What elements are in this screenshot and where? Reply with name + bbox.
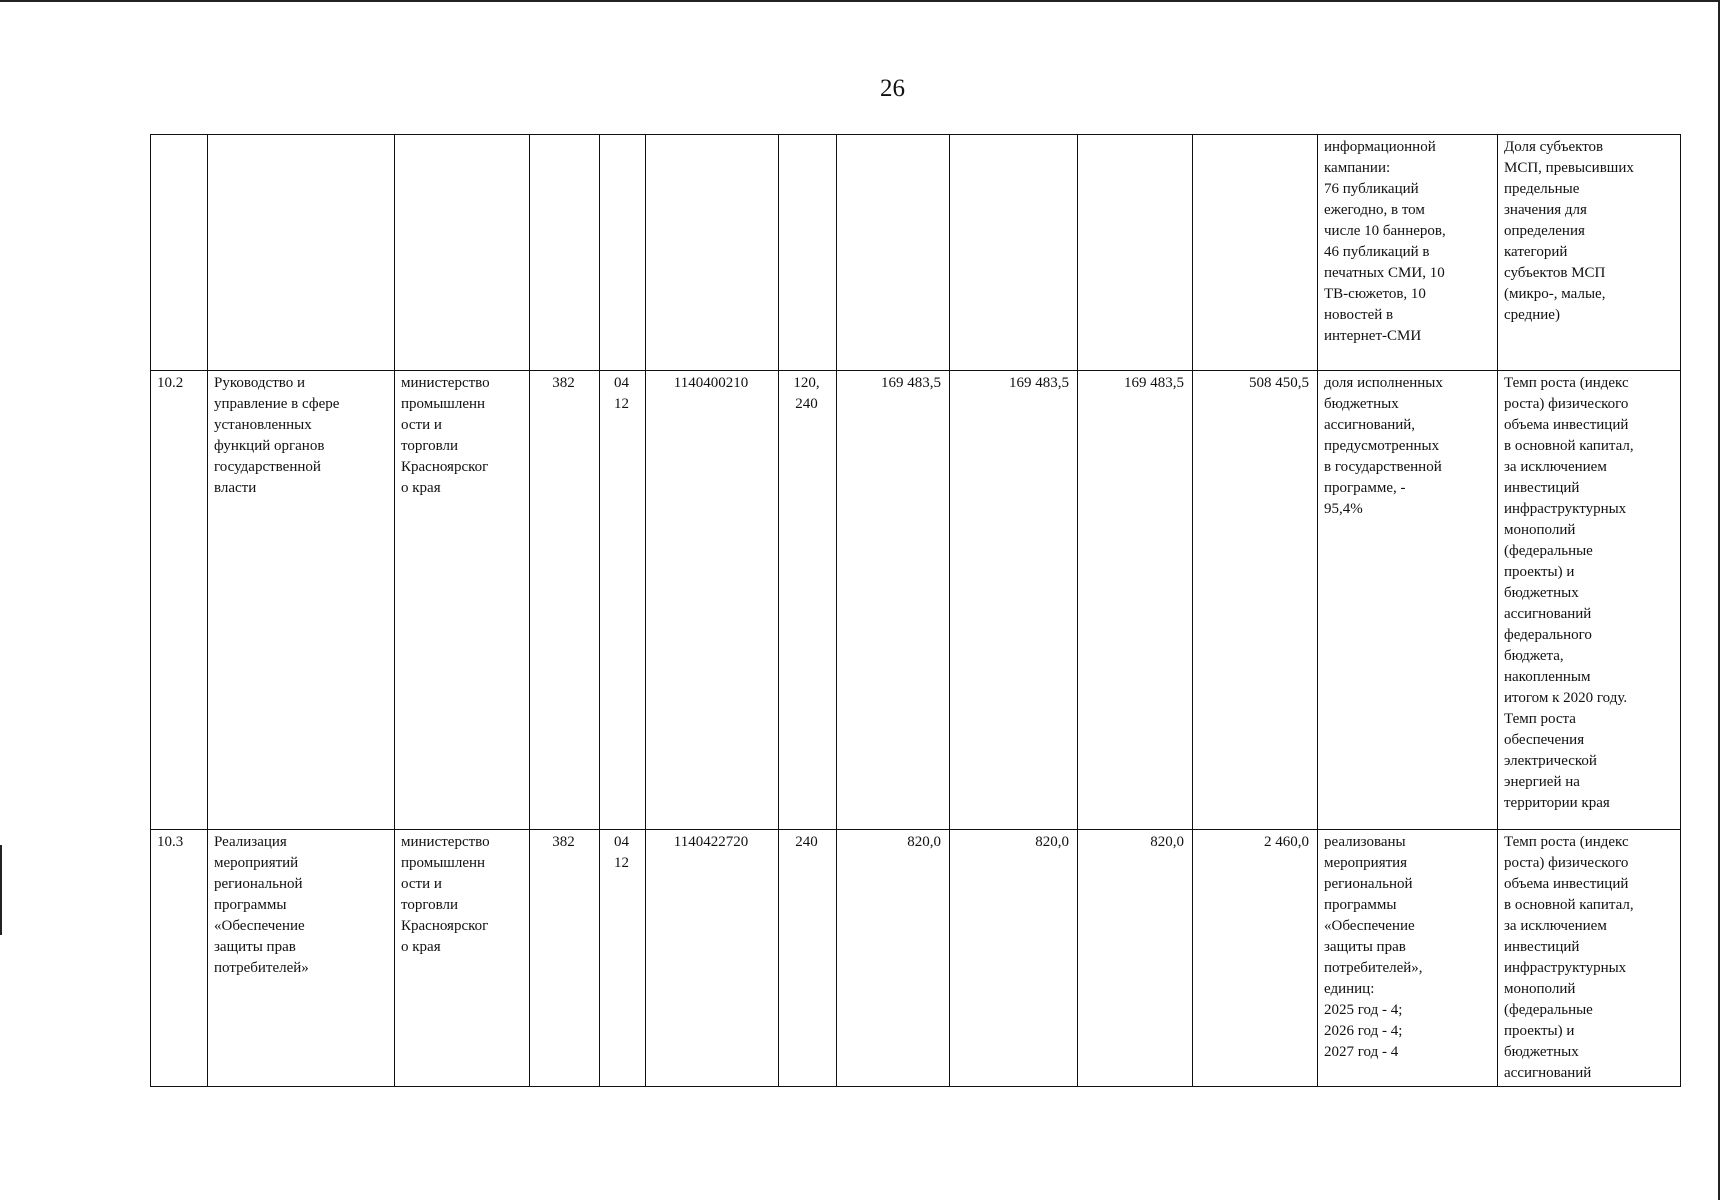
grbs-code bbox=[530, 135, 600, 371]
table-row bbox=[151, 371, 1681, 830]
amount-total: 508 450,5 bbox=[1193, 371, 1318, 830]
page-number: 26 bbox=[880, 75, 905, 102]
row-number bbox=[151, 135, 208, 371]
scan-mark bbox=[0, 845, 2, 935]
amount-2025: 169 483,5 bbox=[837, 371, 950, 830]
executor: министерство промышленн ости и торговли Красноярског о края bbox=[395, 371, 530, 830]
grbs-code: 382 bbox=[530, 830, 600, 1087]
expected-result: реализованы мероприятия региональной программы «Обеспечение защиты прав потребителей», единиц: 2025 год - 4; 2026 год - 4; 2027 год - 4 bbox=[1318, 830, 1498, 1087]
rzpr-code: 04 12 bbox=[600, 371, 646, 830]
vr-code bbox=[779, 135, 837, 371]
activity-name: Реализация мероприятий региональной программы «Обеспечение защиты прав потребителей» bbox=[208, 830, 395, 1087]
amount-2027: 169 483,5 bbox=[1078, 371, 1193, 830]
program-activities-table bbox=[150, 134, 1681, 1087]
csr-code: 1140422720 bbox=[646, 830, 779, 1087]
amount-2026 bbox=[950, 135, 1078, 371]
target-indicator: Темп роста (индекс роста) физического объема инвестиций в основной капитал, за исключением инвестиций инфраструктурных монополий (федеральные проекты) и бюджетных ассигнований федерального бюджета, накопленным итогом к 2020 году. Темп роста обеспечения электрической энергией на территории края bbox=[1498, 371, 1681, 830]
row-number: 10.2 bbox=[151, 371, 208, 830]
amount-2026: 169 483,5 bbox=[950, 371, 1078, 830]
amount-2027: 820,0 bbox=[1078, 830, 1193, 1087]
target-indicator: Доля субъектов МСП, превысивших предельные значения для определения категорий субъектов МСП (микро-, малые, средние) bbox=[1498, 135, 1681, 371]
vr-code: 120, 240 bbox=[779, 371, 837, 830]
table-row bbox=[151, 135, 1681, 371]
csr-code: 1140400210 bbox=[646, 371, 779, 830]
expected-result: доля исполненных бюджетных ассигнований, предусмотренных в государственной программе, - 95,4% bbox=[1318, 371, 1498, 830]
amount-2027 bbox=[1078, 135, 1193, 371]
target-indicator: Темп роста (индекс роста) физического объема инвестиций в основной капитал, за исключением инвестиций инфраструктурных монополий (федеральные проекты) и бюджетных ассигнований bbox=[1498, 830, 1681, 1087]
vr-code: 240 bbox=[779, 830, 837, 1087]
amount-2026: 820,0 bbox=[950, 830, 1078, 1087]
amount-total: 2 460,0 bbox=[1193, 830, 1318, 1087]
row-number: 10.3 bbox=[151, 830, 208, 1087]
executor bbox=[395, 135, 530, 371]
expected-result: информационной кампании: 76 публикаций ежегодно, в том числе 10 баннеров, 46 публикаций в печатных СМИ, 10 ТВ-сюжетов, 10 новостей в интернет-СМИ bbox=[1318, 135, 1498, 371]
csr-code bbox=[646, 135, 779, 371]
table-row bbox=[151, 830, 1681, 1087]
rzpr-code: 04 12 bbox=[600, 830, 646, 1087]
rzpr-code bbox=[600, 135, 646, 371]
executor: министерство промышленн ости и торговли Красноярског о края bbox=[395, 830, 530, 1087]
amount-2025 bbox=[837, 135, 950, 371]
amount-2025: 820,0 bbox=[837, 830, 950, 1087]
amount-total bbox=[1193, 135, 1318, 371]
activity-name bbox=[208, 135, 395, 371]
activity-name: Руководство и управление в сфере установленных функций органов государственной власти bbox=[208, 371, 395, 830]
grbs-code: 382 bbox=[530, 371, 600, 830]
